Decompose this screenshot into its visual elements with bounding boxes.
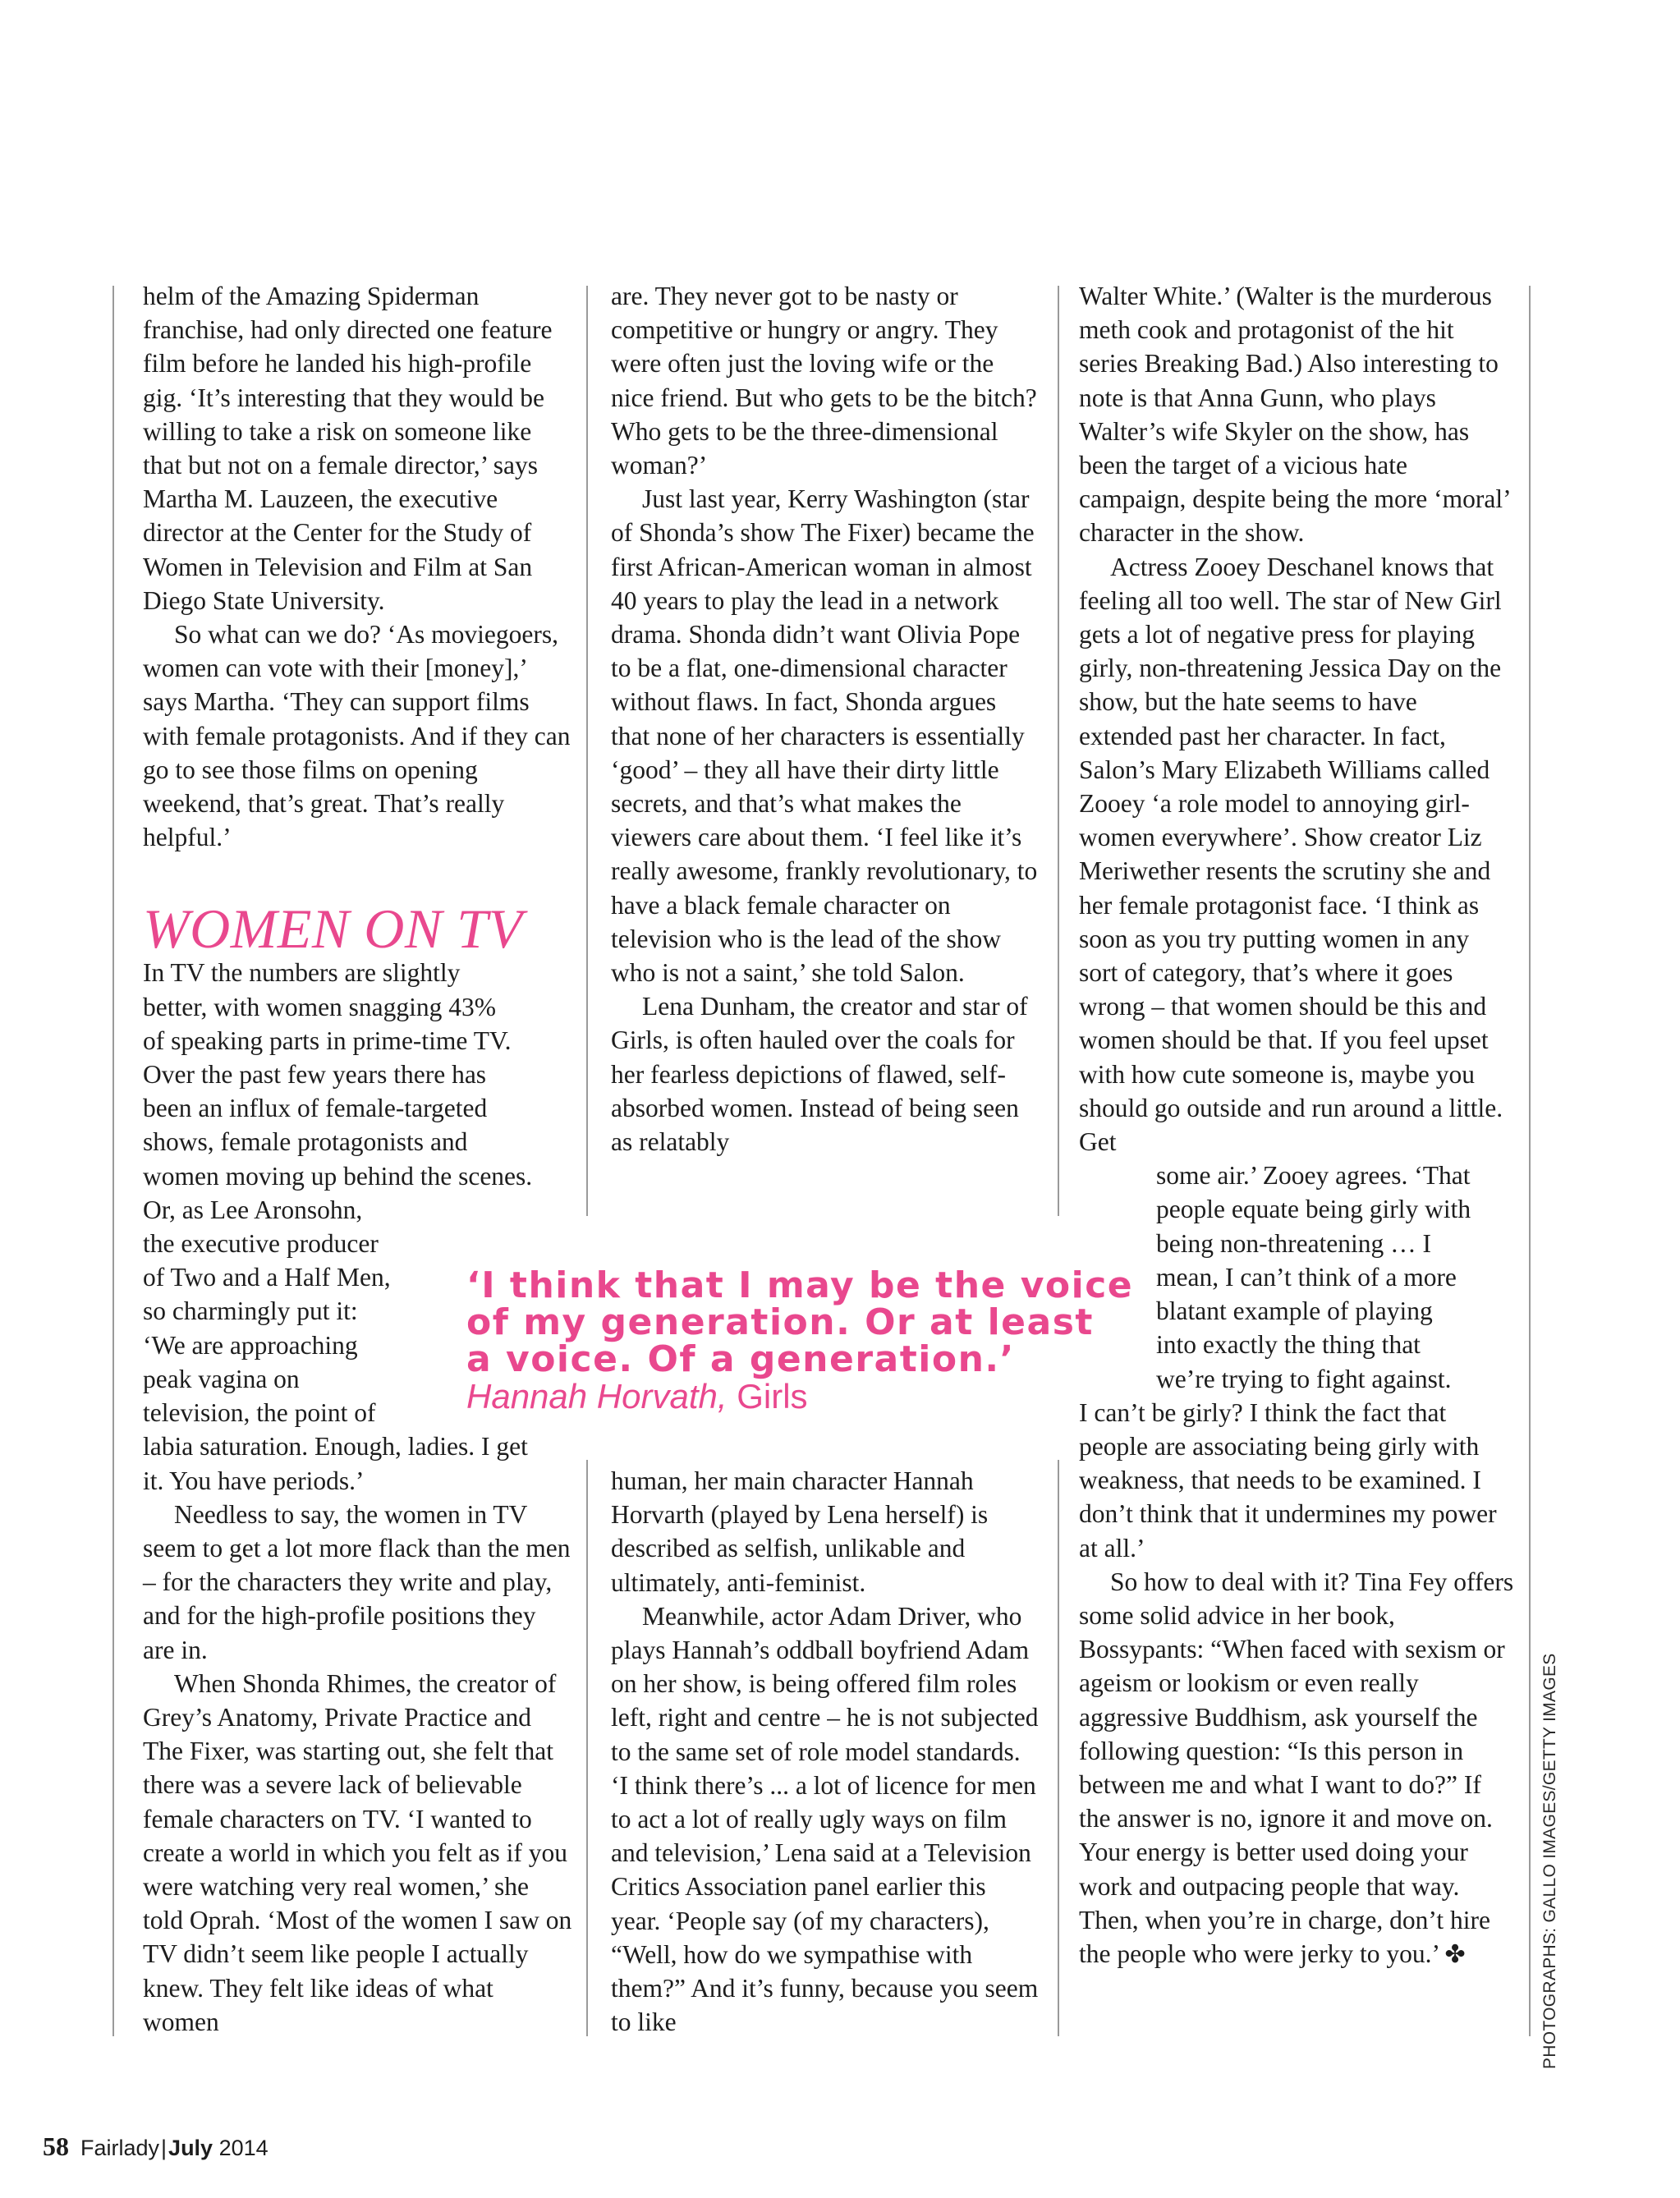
column-rule-middle-right-lower xyxy=(1058,1460,1059,2036)
line: better, with women snagging 43% xyxy=(143,992,497,1021)
line: of speaking parts in prime-time TV. xyxy=(143,1026,512,1055)
line: women moving up behind the scenes. xyxy=(143,1161,533,1191)
paragraph-lines xyxy=(143,956,573,1497)
article-column-2 xyxy=(611,279,1041,1159)
line: been an influx of female-targeted xyxy=(143,1094,488,1123)
line: so charmingly put it: xyxy=(143,1296,358,1326)
pull-quote-line: a voice. Of a generation.’ xyxy=(466,1338,1015,1380)
paragraph: Lena Dunham, the creator and star of Girls, is often hauled over the coals for her fearless depictions of flawed, self-absorbed women. Instead of being seen as relatably xyxy=(611,992,1028,1157)
paragraph: When Shonda Rhimes, the creator of Grey’s Anatomy, Private Practice and The Fixer, was starting out, she felt that there was a severe lack of believable female characters on TV. ‘I wanted to create a world in which you felt as if you were watching very real women,’ she told Oprah. ‘Most of the women I saw on TV didn’t seem like people I actually knew. They felt like ideas of what women xyxy=(143,1668,572,2036)
line: shows, female protagonists and xyxy=(143,1127,468,1157)
line: peak vagina on xyxy=(143,1364,300,1393)
line: Over the past few years there has xyxy=(143,1060,487,1090)
article-column-3 xyxy=(1079,279,1514,1971)
pull-quote-attribution xyxy=(466,1378,1133,1416)
line: being non-threatening … I xyxy=(1156,1228,1432,1258)
page-number: 58 xyxy=(43,2131,69,2161)
column-rule-right xyxy=(1529,286,1531,2036)
pull-quote-line: ‘I think that I may be the voice xyxy=(466,1264,1134,1306)
column-rule-middle-right xyxy=(1058,286,1059,1216)
issue-year: 2014 xyxy=(218,2136,269,2160)
line: mean, I can’t think of a more xyxy=(1156,1262,1457,1292)
paragraph: helm of the Amazing Spiderman franchise, had only directed one feature film before he landed his high-profile gig. ‘It’s interesting that they would be willing to take a risk on someone like that but not on a female director,’ says Martha M. Lauzeen, the executive director at the Center for the Study of Women in Television and Film at San Diego State University. xyxy=(143,282,553,615)
paragraph: human, her main character Hannah Horvarth (played by Lena herself) is described as selfish, unlikable and ultimately, anti-feminist. xyxy=(611,1466,989,1597)
column-rule-left xyxy=(112,286,114,2036)
paragraph xyxy=(1079,1565,1514,1971)
paragraph: Actress Zooey Deschanel knows that feeling all too well. The star of New Girl gets a lot of negative press for playing girly, non-threatening Jessica Day on the show, but the hate seems to have extended past her character. In fact, Salon’s Mary Elizabeth Williams called Zooey ‘a role model to annoying girl-women everywhere’. Show creator Liz Meriwether resents the scrutiny she and her female protagonist face. ‘I think as soon as you try putting women in any sort of category, that’s where it goes wrong – that women should be this and women should be that. If you feel upset with how cute someone is, maybe you should go outside and run around a little. Get xyxy=(1079,552,1503,1157)
line: of Two and a Half Men, xyxy=(143,1263,391,1292)
section-heading: WOMEN ON TV xyxy=(143,897,523,961)
pull-quote xyxy=(466,1264,1134,1416)
column-rule-middle-left xyxy=(586,286,588,1216)
line: we’re trying to fight against. xyxy=(1156,1364,1452,1393)
page-footer xyxy=(43,2131,269,2162)
line: blatant example of playing xyxy=(1156,1296,1433,1326)
footer-separator: | xyxy=(161,2136,168,2160)
line: In TV the numbers are slightly xyxy=(143,958,461,988)
column-rule-middle-left-lower xyxy=(586,1460,588,2036)
paragraph: Walter White.’ (Walter is the murderous meth cook and protagonist of the hit series Breaking Bad.) Also interesting to note is that Anna Gunn, who plays Walter’s wife Skyler on the show, has been the target of a vicious hate campaign, despite being the more ‘moral’ character in the show. xyxy=(1079,282,1510,548)
paragraph: are. They never got to be nasty or competitive or hungry or angry. They were often just the loving wife or the nice friend. But who gets to be the bitch? Who gets to be the three-dimensional woman?’ xyxy=(611,282,1037,480)
attribution-show: Girls xyxy=(737,1377,808,1416)
paragraph: Meanwhile, actor Adam Driver, who plays Hannah’s oddball boyfriend Adam on her show, is being offered film roles left, right and centre – he is not subjected to the same set of role model standards. ‘I think there’s ... a lot of licence for men to act a lot of really ugly ways on film and television,’ Lena said at a Television Critics Association panel earlier this year. ‘People say (of my characters), “Well, how do we sympathise with them?” And it’s funny, because you seem to like xyxy=(611,1601,1039,2037)
magazine-name: Fairlady xyxy=(80,2136,160,2160)
photo-credit: PHOTOGRAPHS: GALLO IMAGES/GETTY IMAGES xyxy=(1540,1653,1559,2069)
end-mark-icon: ✤ xyxy=(1444,1939,1466,1969)
issue-month: July xyxy=(168,2136,213,2160)
article-column-2-lower xyxy=(611,1464,1041,2039)
attribution-name: Hannah Horvath, xyxy=(466,1377,728,1416)
line: it. You have periods.’ xyxy=(143,1466,365,1495)
article-column-1 xyxy=(143,279,573,2039)
line: labia saturation. Enough, ladies. I get xyxy=(143,1432,528,1462)
paragraph: I can’t be girly? I think the fact that people are associating being girly with weakness, that needs to be examined. I don’t think that it undermines my power at all.’ xyxy=(1079,1397,1497,1562)
paragraph: Needless to say, the women in TV seem to get a lot more flack than the men – for the characters they write and play, and for the high-profile positions they are in. xyxy=(143,1499,571,1664)
line: ‘We are approaching xyxy=(143,1330,358,1360)
line: the executive producer xyxy=(143,1229,379,1259)
line: people equate being girly with xyxy=(1156,1195,1471,1224)
paragraph-text: So how to deal with it? Tina Fey offers some solid advice in her book, Bossypants: “When faced with sexism or ageism or lookism or even really aggressive Buddhism, ask yourself the following question: “Is this person in between me and what I want to do?” If the answer is no, ignore it and move on. Your energy is better used doing your work and outpacing people that way. Then, when you’re in charge, don’t hire the people who were jerky to you.’ xyxy=(1079,1567,1514,1968)
line: television, the point of xyxy=(143,1398,376,1428)
pull-quote-line: of my generation. Or at least xyxy=(466,1301,1094,1343)
line: Or, as Lee Aronsohn, xyxy=(143,1195,363,1224)
paragraph: Just last year, Kerry Washington (star of Shonda’s show The Fixer) became the first African-American woman in almost 40 years to play the lead in a network drama. Shonda didn’t want Olivia Pope to be a flat, one-dimensional character without flaws. In fact, Shonda argues that none of her characters is essentially ‘good’ – they all have their dirty little secrets, and that’s what makes the viewers care about them. ‘I feel like it’s really awesome, frankly revolutionary, to have a black female character on television who is the lead of the show who is not a saint,’ she told Salon. xyxy=(611,484,1038,988)
paragraph: So what can we do? ‘As moviegoers, women can vote with their [money],’ says Martha. ‘They can support films with female protagonists. And if they can go to see those films on opening weekend, that’s great. That’s really helpful.’ xyxy=(143,620,571,852)
line: some air.’ Zooey agrees. ‘That xyxy=(1156,1161,1471,1191)
line: into exactly the thing that xyxy=(1156,1330,1421,1360)
wrapped-lines xyxy=(1079,1159,1514,1395)
